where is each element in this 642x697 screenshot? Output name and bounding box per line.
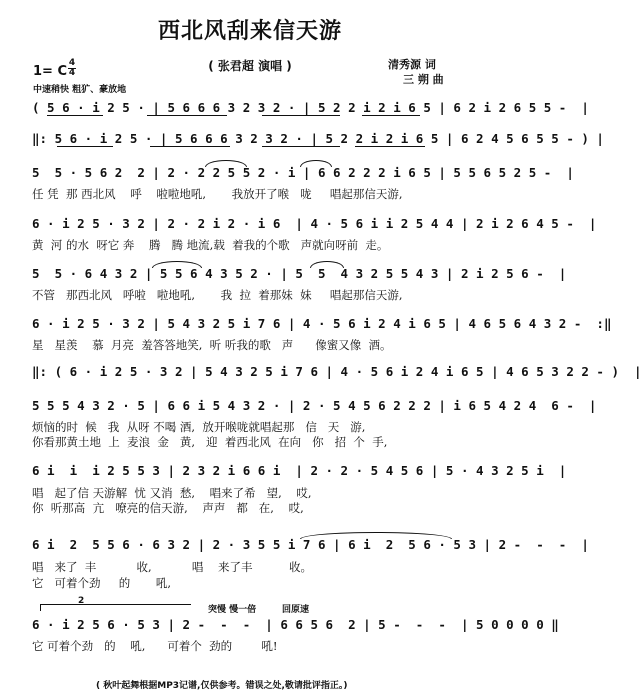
beam [362,115,420,116]
music-line-2: ‖: 5 6 · i 2 5 · | 5 6 6 6 3 2 3 2 · | 5 2 2 i 2 i 6 5 | 6 2 4 5 6 5 5 - ) | [32,131,604,146]
music-line-9: 6 i i i 2 5 5 3 | 2 3 2 i 6 6 i | 2 · 2 · 5 4 5 6 | 5 · 4 3 2 5 i | [32,463,567,478]
lyric-line-1: 任 凭 那 西北风 呼 啦啦地吼, 我放开了喉 咙 唱起那信天游, [32,187,403,201]
transcription-note: ( 秋叶起舞根据MP3记谱,仅供参考。错误之处,敬请批评指正。) [96,681,348,691]
slur [310,261,344,268]
beam [262,146,340,147]
music-line-6: 6 · i 2 5 · 3 2 | 5 4 3 2 5 i 7 6 | 4 · 5 6 i 2 4 i 6 5 | 4 6 5 6 4 3 2 - :‖ [32,316,612,331]
lyric-line-9: 唱 来了 丰 收, 唱 来了丰 收。 [32,560,313,574]
lyric-line-5: 烦恼的时 候 我 从呀 不喝 酒, 放开喉咙就唱起那 信 天 游, [32,420,366,434]
music-line-7: ‖: ( 6 · i 2 5 · 3 2 | 5 4 3 2 5 i 7 6 | 4 · 5 6 i 2 4 i 6 5 | 4 6 5 3 2 2 - ) | [32,364,642,379]
beam [57,146,113,147]
music-line-11: 6 · i 2 5 6 · 5 3 | 2 - - - | 6 6 5 6 2 | 5 - - - | 5 0 0 0 0 ‖ [32,617,559,632]
beam [147,115,227,116]
beam [355,146,425,147]
lyric-line-7: 唱 起了信 天游解 忧 又消 愁, 唱来了希 望, 哎, [32,486,312,500]
composer-credit: 三 朔 曲 [403,73,444,86]
lyric-line-3: 不管 那西北风 呼啦 啦地吼, 我 拉 着那妹 妹 唱起那信天游, [32,288,403,302]
volta-number-2: 2 [78,596,85,606]
lyric-line-4: 星 星羡 慕 月亮 羞答答地笑, 听 听我的歌 声 像蜜又像 酒。 [32,338,392,352]
slow-down-marking: 突慢 慢一倍 [208,605,257,615]
time-numerator: 4 [68,58,76,68]
singer-credit: ( 张君超 演唱 ) [208,59,292,73]
lyric-line-10: 它 可着个劲 的 吼, [32,576,171,590]
slur [300,160,332,167]
slur [152,261,202,268]
music-line-5: 5 5 · 6 4 3 2 | 5 5 6 4 3 5 2 · | 5 5 4 3 2 5 5 4 3 | 2 i 2 5 6 - | [32,266,567,281]
beam [47,115,103,116]
music-line-1: ( 5 6 · i 2 5 · | 5 6 6 6 3 2 3 2 · | 5 2 2 i 2 i 6 5 | 6 2 i 2 6 5 5 - | [32,100,589,115]
music-line-10: 6 i 2 5 5 6 · 6 3 2 | 2 · 3 5 5 i 7 6 | 6 i 2 5 6 · 5 3 | 2 - - - | [32,537,589,552]
music-line-8: 5 5 5 4 3 2 · 5 | 6 6 i 5 4 3 2 · | 2 · 5 4 5 6 2 2 2 | i 6 5 4 2 4 6 - | [32,398,597,413]
song-title: 西北风刮来信天游 [157,18,342,44]
slur [300,532,452,539]
music-line-3: 5 5 · 5 6 2 2 | 2 · 2 2 5 5 2 · i | 6 6 2 2 2 i 6 5 | 5 5 6 5 2 5 - | [32,165,574,180]
lyric-line-11: 它 可着个劲 的 吼, 可着个 劲的 吼! [32,639,278,653]
lyric-line-2: 黄 河 的水 呀它 奔 腾 腾 地流,载 着我的个歌 声就向呀前 走。 [32,238,389,252]
volta-bracket-2 [40,604,191,611]
lyric-line-8: 你 听那高 亢 嘹亮的信天游, 声声 都 在, 哎, [32,501,304,515]
time-signature [68,59,76,78]
lyricist-credit: 清秀源 词 [388,58,436,71]
beam [262,115,340,116]
beam [150,146,230,147]
slur [205,160,247,167]
tempo-marking: 中速稍快 粗犷、豪放地 [33,85,127,95]
music-line-4: 6 · i 2 5 · 3 2 | 2 · 2 i 2 · i 6 | 4 · 5 6 i i 2 5 4 4 | 2 i 2 6 4 5 - | [32,216,597,231]
key-signature: 1= C [33,64,68,79]
a-tempo-marking: 回原速 [282,605,310,615]
lyric-line-6: 你看那黄土地 上 麦浪 金 黄, 迎 着西北风 在向 你 招 个 手, [32,435,388,449]
time-denominator: 4 [68,68,76,78]
